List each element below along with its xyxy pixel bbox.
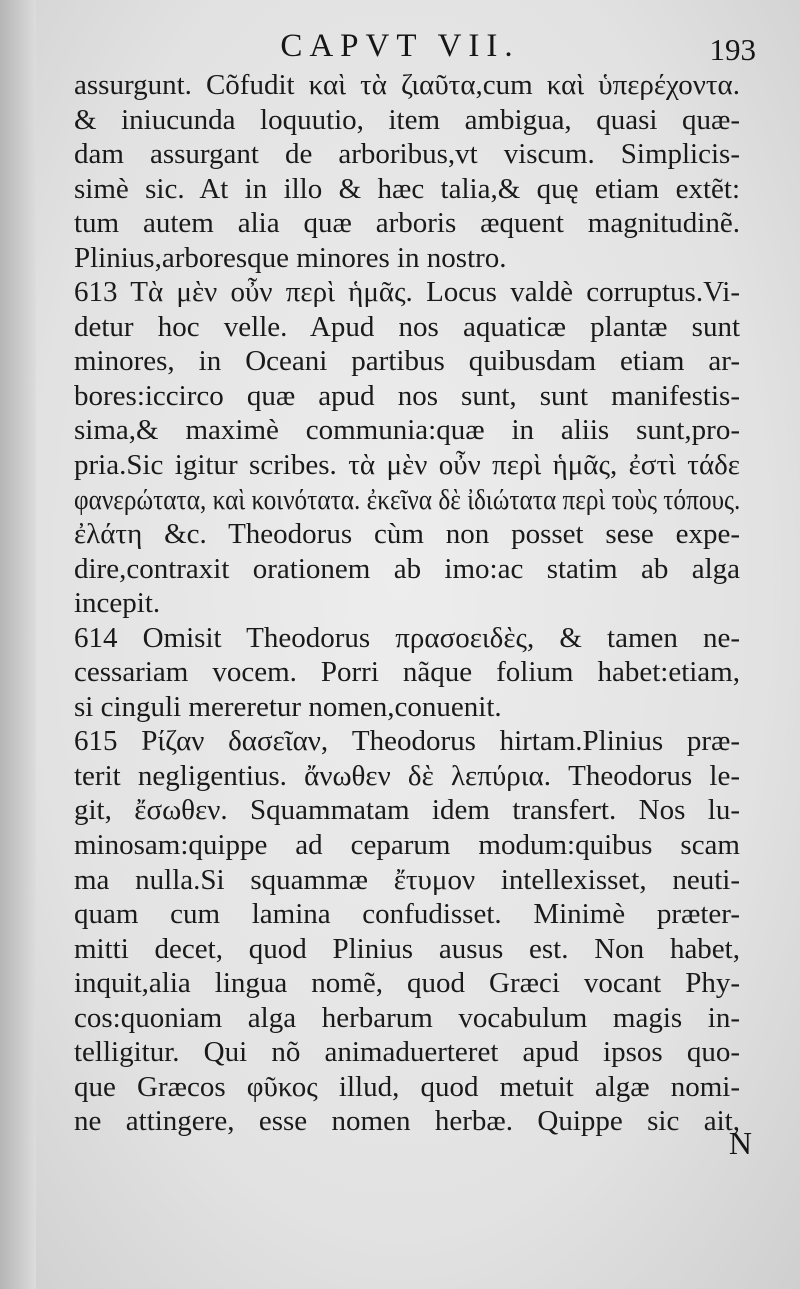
text-line: dam assurgant de arboribus,vt viscum. Simplicis-	[74, 138, 740, 171]
text-line: pria.Sic igitur scribes. τὰ μὲν οὖν περὶ ἡμᾶς, ἐστὶ τάδε	[74, 449, 740, 482]
text-line: dire,contraxit orationem ab imo:ac statim ab alga	[74, 552, 740, 585]
text-line: incepit.	[74, 587, 161, 620]
text-line: 614 Omisit Theodorus πρασοειδὲς, & tamen ne-	[74, 621, 740, 654]
running-title: CAPVT VII.	[280, 28, 520, 64]
text-line: & iniucunda loquutio, item ambigua, quasi quæ-	[74, 103, 740, 136]
text-line: si cinguli mereretur nomen,conuenit.	[74, 690, 502, 723]
text-line: detur hoc velle. Apud nos aquaticæ plantæ sunt	[74, 310, 740, 343]
text-line: telligitur. Qui nõ animaduerteret apud ipsos quo-	[74, 1036, 740, 1069]
text-line: minores, in Oceani partibus quibusdam etiam ar-	[74, 345, 740, 378]
text-line: Plinius,arboresque minores in nostro.	[74, 241, 507, 274]
text-line: cos:quoniam alga herbarum vocabulum magis in-	[74, 1001, 740, 1034]
text-line: cessariam vocem. Porri nãque folium habet:etiam,	[74, 656, 740, 689]
catchword: N	[728, 1125, 752, 1161]
text-line: quam cum lamina confudisset. Minimè præter-	[74, 898, 740, 931]
text-line: tum autem alia quæ arboris æquent magnitudinẽ.	[74, 207, 740, 240]
body-text	[74, 68, 740, 1139]
page-header	[0, 28, 800, 68]
page-number: 193	[709, 32, 756, 67]
text-line: ne attingere, esse nomen herbæ. Quippe sic ait,	[74, 1105, 740, 1138]
text-line: bores:iccirco quæ apud nos sunt, sunt manifestis-	[74, 379, 740, 412]
text-line: 615 Ρίζαν δασεῖαν, Theodorus hirtam.Plinius præ-	[74, 725, 740, 758]
text-line: ma nulla.Si squammæ ἔτυμον intellexisset, neuti-	[74, 863, 740, 896]
text-line: ἐλάτη &c. Theodorus cùm non posset sese expe-	[74, 518, 740, 551]
text-line: que Græcos φῦκος illud, quod metuit algæ nomi-	[74, 1070, 740, 1103]
binding-gutter-shadow	[0, 0, 36, 1289]
text-line: assurgunt. Cõfudit καὶ τὰ ζιαῦτα,cum καὶ ὑπερέχοντα.	[74, 69, 740, 101]
text-line: git, ἔσωθεν. Squammatam idem transfert. Nos lu-	[74, 794, 740, 827]
text-line: sima,& maximè communia:quæ in aliis sunt,pro-	[74, 414, 740, 447]
text-line: inquit,alia lingua nomẽ, quod Græci vocant Phy-	[74, 967, 740, 1000]
text-line: φανερώτατα, καὶ κοινότατα. ἐκεῖνα δὲ ἰδιώτατα περὶ τοὺς τόπους.	[74, 483, 740, 516]
text-line: terit negligentius. ἄνωθεν δὲ λεπύρια. Theodorus le-	[74, 759, 740, 792]
text-line: mitti decet, quod Plinius ausus est. Non habet,	[74, 932, 740, 965]
text-line: 613 Τὰ μὲν οὖν περὶ ἡμᾶς. Locus valdè corruptus.Vi-	[74, 276, 740, 309]
text-line: simè sic. At in illo & hæc talia,& quę etiam extẽt:	[74, 172, 740, 205]
text-line: minosam:quippe ad ceparum modum:quibus scam	[74, 829, 740, 862]
